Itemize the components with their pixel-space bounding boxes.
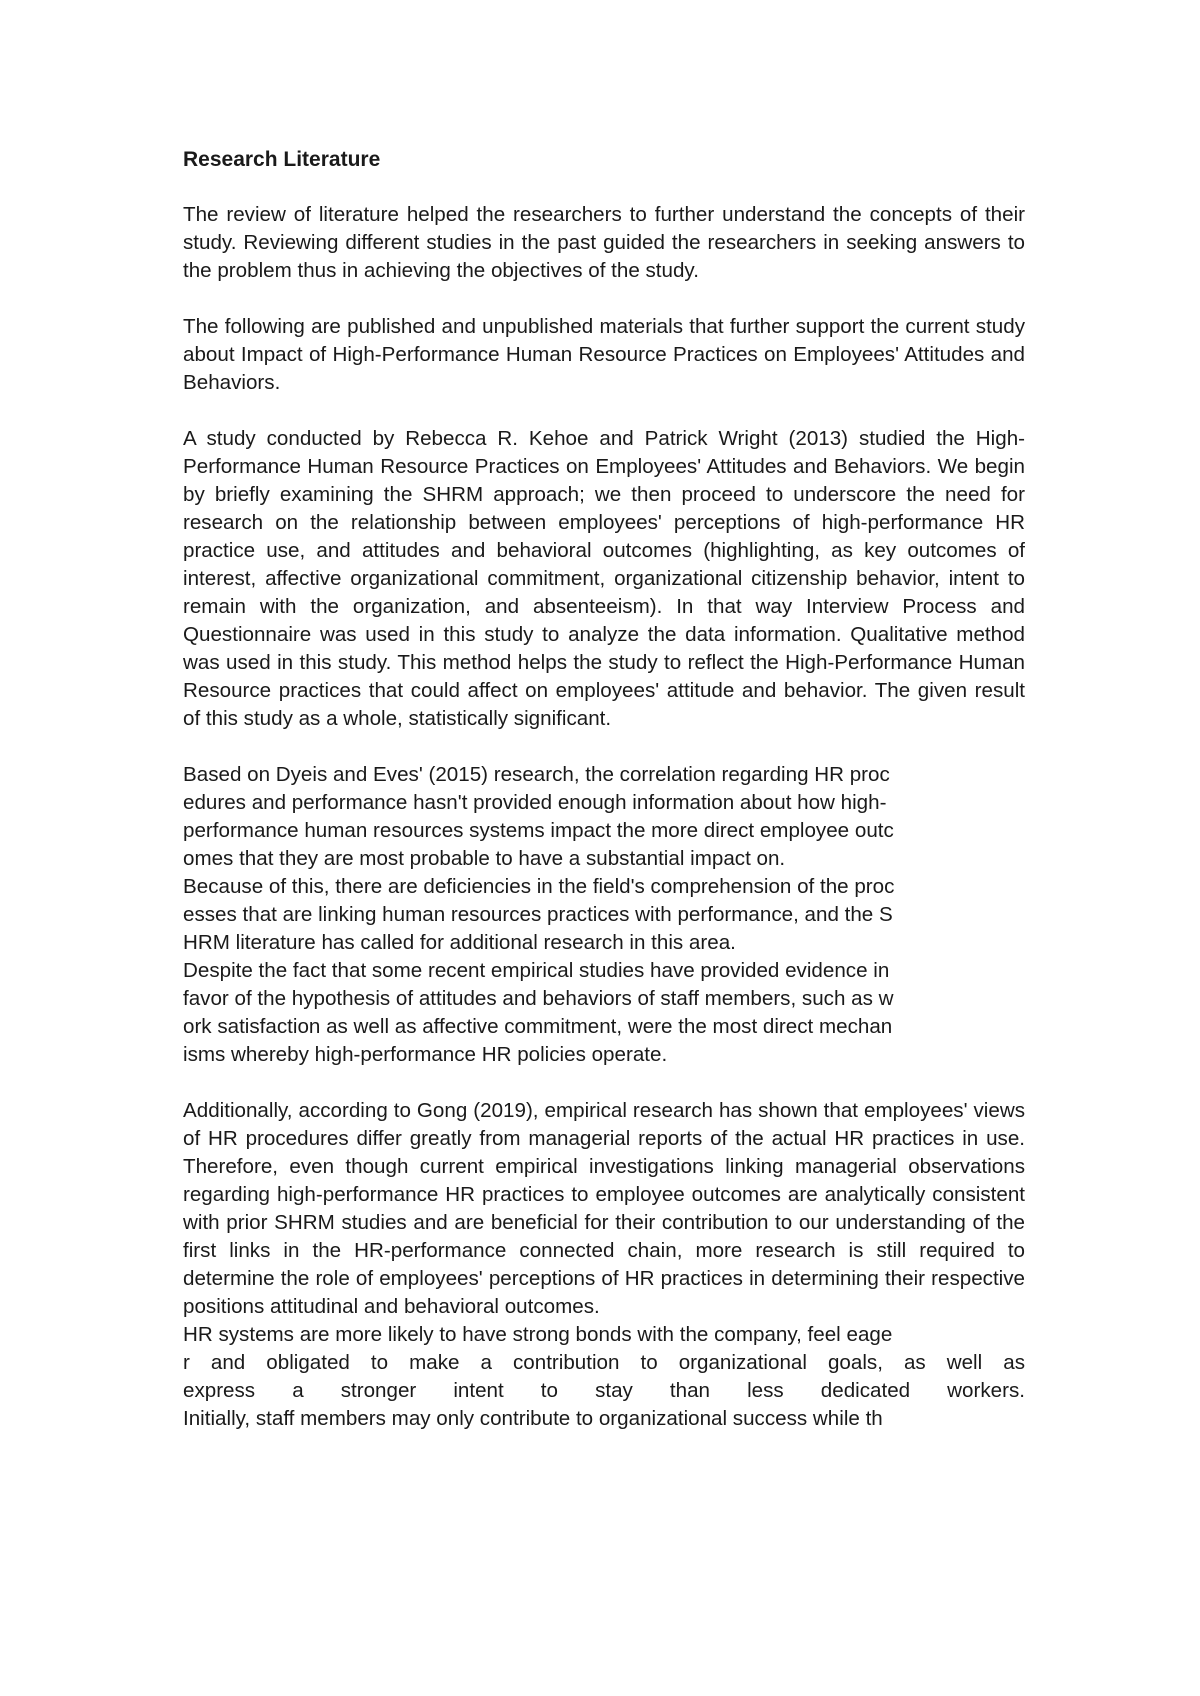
- paragraph-materials: The following are published and unpublished materials that further support the current study about Impact of High-Performance Human Resource Practices on Employees' Attitudes and Behaviors.: [183, 315, 1025, 394]
- text-line: express a stronger intent to stay than less dedicated workers.: [183, 1379, 1025, 1402]
- text-line: r and obligated to make a contribution to organizational goals, as well as: [183, 1351, 1025, 1374]
- paragraph-kehoe-wright: A study conducted by Rebecca R. Kehoe and Patrick Wright (2013) studied the High-Performance Human Resource Practices on Employees' Attitudes and Behaviors. We begin by briefly examining the SHRM approach; we then proceed to underscore the need for research on the relationship between employees' perceptions of high-performance HR practice use, and attitudes and behavioral outcomes (highlighting, as key outcomes of interest, affective organizational commitment, organizational citizenship behavior, intent to remain with the organization, and absenteeism). In that way Interview Process and Questionnaire was used in this study to analyze the data information. Qualitative method was used in this study. This method helps the study to reflect the High-Performance Human Resource practices that could affect on employees' attitude and behavior. The given result of this study as a whole, statistically significant.: [183, 427, 1025, 730]
- text-line: HRM literature has called for additional research in this area.: [183, 931, 736, 954]
- text-line: omes that they are most probable to have a substantial impact on.: [183, 847, 786, 870]
- text-line: performance human resources systems impact the more direct employee outc: [183, 819, 894, 842]
- text-line: HR systems are more likely to have strong bonds with the company, feel eage: [183, 1323, 893, 1346]
- text-line: isms whereby high-performance HR policies operate.: [183, 1043, 668, 1066]
- text-line: Initially, staff members may only contribute to organizational success while th: [183, 1407, 883, 1430]
- text-line: Because of this, there are deficiencies in the field's comprehension of the proc: [183, 875, 895, 898]
- paragraph-gong-main: Additionally, according to Gong (2019), empirical research has shown that employees' views of HR procedures differ greatly from managerial reports of the actual HR practices in use. Therefore, even though current empirical investigations linking managerial observations regarding high-performance HR practices to employee outcomes are analytically consistent with prior SHRM studies and are beneficial for their contribution to our understanding of the first links in the HR-performance connected chain, more research is still required to determine the role of employees' perceptions of HR practices in determining their respective positions attitudinal and behavioral outcomes.: [183, 1099, 1025, 1318]
- text-line: Based on Dyeis and Eves' (2015) research, the correlation regarding HR proc: [183, 763, 890, 786]
- document-body: [183, 146, 1025, 1433]
- text-line: edures and performance hasn't provided enough information about how high-: [183, 791, 887, 814]
- paragraph-intro: The review of literature helped the researchers to further understand the concepts of their study. Reviewing different studies in the past guided the researchers in seeking answers to the problem thus in achieving the objectives of the study.: [183, 203, 1025, 282]
- text-line: Despite the fact that some recent empirical studies have provided evidence in: [183, 959, 890, 982]
- page-title: Research Literature: [183, 148, 381, 171]
- text-line: ork satisfaction as well as affective commitment, were the most direct mechan: [183, 1015, 893, 1038]
- text-line: favor of the hypothesis of attitudes and behaviors of staff members, such as w: [183, 987, 894, 1010]
- paragraph-gong: [183, 1097, 1025, 1433]
- paragraph-dyeis-eves: [183, 761, 1025, 1069]
- text-line: esses that are linking human resources practices with performance, and the S: [183, 903, 893, 926]
